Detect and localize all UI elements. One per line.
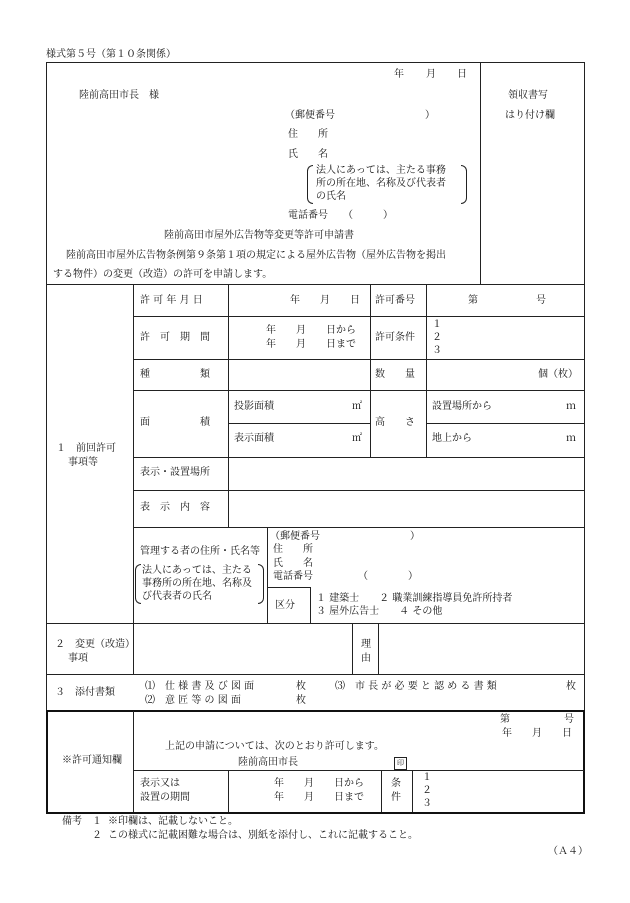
receipt-line2: はり付け欄 bbox=[505, 110, 555, 121]
period-from: 年 月 日から bbox=[266, 325, 356, 336]
display-area-label: 表示面積 bbox=[234, 433, 274, 444]
notice-text: 上記の申請については、次のとおり許可します。 bbox=[165, 741, 384, 752]
applicant-postal: （郵便番号 ） bbox=[285, 110, 435, 121]
form-number: 様式第５号（第１０条関係） bbox=[46, 49, 176, 60]
height-from-ground-label: 地上から bbox=[432, 433, 472, 444]
date-day: 日 bbox=[457, 69, 467, 80]
seal-mark: 印 bbox=[394, 757, 407, 770]
class-line2: ３ 屋外広告士 ４ その他 bbox=[316, 606, 443, 617]
applicant-address-label: 住 所 bbox=[288, 129, 328, 140]
class-label: 区分 bbox=[275, 600, 295, 611]
permit-no-prefix: 第 bbox=[468, 295, 478, 306]
body-line1: 陸前高田市屋外広告物条例第９条第１項の規定による屋外広告物（屋外広告物を掲出 bbox=[66, 250, 446, 261]
bracket-left bbox=[307, 165, 313, 204]
notice-cond-3: ３ bbox=[422, 798, 432, 809]
manager-note-line2: 事務所の所在地、名称及 bbox=[142, 578, 252, 589]
section1-label2: 事項等 bbox=[68, 457, 98, 468]
section2-label1: ２ 変更（改造） bbox=[55, 639, 135, 650]
permit-date-value: 年 月 日 bbox=[290, 295, 360, 306]
kind-label: 種 類 bbox=[140, 369, 210, 380]
qty-label: 数 量 bbox=[375, 369, 415, 380]
manager-note-line1: 法人にあっては、主たる bbox=[142, 565, 252, 576]
notice-mayor: 陸前高田市長 bbox=[238, 757, 298, 768]
notice-period-from: 年 月 日から bbox=[274, 778, 364, 789]
height-label: 高 さ bbox=[375, 417, 415, 428]
height-from-site-unit: ｍ bbox=[566, 401, 576, 412]
attachment-2: ⑵ 意 匠 等 の 図 面 bbox=[145, 695, 241, 706]
body-line2: する物件）の変更（改造）の許可を申請します。 bbox=[53, 269, 273, 280]
condition-1: １ bbox=[432, 319, 442, 330]
section3-label: ３ 添付書類 bbox=[55, 687, 115, 698]
condition-3: ３ bbox=[432, 345, 442, 356]
period-to: 年 月 日まで bbox=[266, 339, 356, 350]
date-month: 月 bbox=[426, 69, 436, 80]
manager-label: 管理する者の住所・氏名等 bbox=[140, 546, 260, 557]
remark1-text: ※印欄は、記載しないこと。 bbox=[108, 816, 238, 827]
notice-no-suffix: 号 bbox=[564, 714, 574, 725]
manager-bracket-left bbox=[135, 564, 141, 604]
permit-no-label: 許可番号 bbox=[375, 295, 415, 306]
height-from-ground-unit: ｍ bbox=[566, 433, 576, 444]
permit-no-suffix: 号 bbox=[536, 295, 546, 306]
projected-area-unit: ㎡ bbox=[352, 401, 362, 412]
section2-label2: 事項 bbox=[68, 653, 88, 664]
manager-note-line3: び代表者の氏名 bbox=[142, 591, 212, 602]
notice-period-label1: 表示又は bbox=[140, 778, 180, 789]
display-area-unit: ㎡ bbox=[352, 433, 362, 444]
attachment-3-unit: 枚 bbox=[566, 681, 576, 692]
class-line1: １ 建築士 ２ 職業訓練指導員免許所持者 bbox=[316, 593, 513, 604]
reason-label2: 由 bbox=[361, 653, 371, 664]
manager-address-label: 住 所 bbox=[273, 544, 313, 555]
notice-cond-1: １ bbox=[422, 772, 432, 783]
reason-label1: 理 bbox=[361, 639, 371, 650]
attachment-2-unit: 枚 bbox=[296, 695, 306, 706]
location-label: 表示・設置場所 bbox=[140, 467, 210, 478]
manager-name-label: 氏 名 bbox=[273, 558, 313, 569]
manager-phone: 電話番号 （ ） bbox=[273, 571, 418, 582]
notice-cond-2: ２ bbox=[422, 785, 432, 796]
condition-2: ２ bbox=[432, 332, 442, 343]
remarks-label: 備考 bbox=[62, 816, 82, 827]
notice-period-to: 年 月 日まで bbox=[274, 792, 364, 803]
form-title: 陸前高田市屋外広告物等変更等許可申請書 bbox=[164, 230, 354, 241]
remark1-number: １ bbox=[92, 816, 102, 827]
addressee: 陸前高田市長 様 bbox=[79, 90, 159, 101]
conditions-label: 許可条件 bbox=[375, 332, 415, 343]
applicant-name-label: 氏 名 bbox=[288, 149, 328, 160]
notice-no-prefix: 第 bbox=[500, 714, 510, 725]
corp-note-line1: 法人にあっては、主たる事務 bbox=[316, 165, 446, 176]
content-label: 表 示 内 容 bbox=[140, 502, 210, 513]
attachment-1: ⑴ 仕 様 書 及 び 図 面 bbox=[145, 681, 255, 692]
notice-cond-label2: 件 bbox=[391, 792, 401, 803]
corp-note-line3: の氏名 bbox=[316, 191, 346, 202]
corp-note-line2: 所の所在地、名称及び代表者 bbox=[316, 178, 446, 189]
permit-date-label: 許 可 年 月 日 bbox=[140, 295, 203, 306]
applicant-phone: 電話番号 （ ） bbox=[288, 210, 393, 221]
area-label: 面 積 bbox=[140, 417, 210, 428]
bracket-right bbox=[461, 165, 467, 204]
manager-bracket-right bbox=[258, 564, 264, 604]
notice-date: 年 月 日 bbox=[502, 728, 572, 739]
attachment-3: ⑶ 市 長 が 必 要 と 認 め る 書 類 bbox=[335, 681, 497, 692]
remark2-text: この様式に記載困難な場合は、別紙を添付し、これに記載すること。 bbox=[108, 830, 418, 841]
manager-postal: （郵便番号 ） bbox=[270, 531, 420, 542]
notice-cond-label1: 条 bbox=[391, 778, 401, 789]
remark2-number: ２ bbox=[92, 830, 102, 841]
height-from-site-label: 設置場所から bbox=[432, 401, 492, 412]
date-year: 年 bbox=[394, 69, 404, 80]
notice-period-label2: 設置の期間 bbox=[140, 792, 190, 803]
section1-label1: １ 前回許可 bbox=[56, 443, 116, 454]
receipt-line1: 領収書写 bbox=[508, 90, 548, 101]
qty-unit: 個（枚） bbox=[538, 369, 578, 380]
projected-area-label: 投影面積 bbox=[234, 401, 274, 412]
notice-label: ※許可通知欄 bbox=[62, 755, 122, 766]
paper-size: （Ａ４） bbox=[548, 846, 588, 857]
attachment-1-unit: 枚 bbox=[296, 681, 306, 692]
period-label: 許 可 期 間 bbox=[140, 332, 210, 343]
